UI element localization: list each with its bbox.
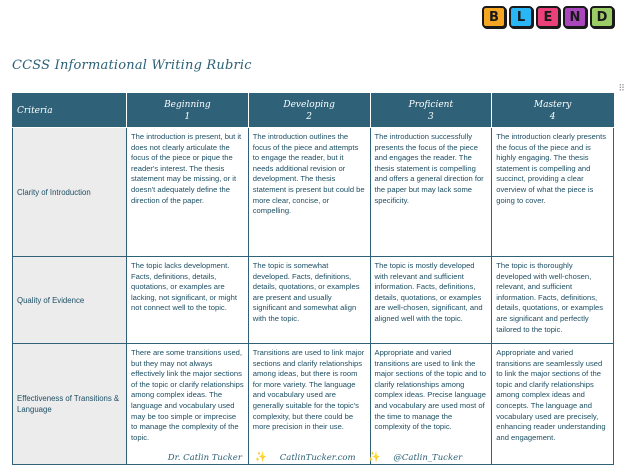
header-level-proficient: Proficient 3 bbox=[370, 94, 492, 128]
rubric-cell[interactable]: The topic is somewhat developed. Facts, definitions, details, quotations, or examples are present and usually significant and somewhat align with the topic. bbox=[248, 257, 370, 344]
rubric-cell[interactable]: The topic is thoroughly developed with well-chosen, relevant, and sufficient information. Facts, definitions, details, quotations, or examples are significant and perfectly tailored to the topic. bbox=[492, 257, 614, 344]
rubric-cell[interactable]: Appropriate and varied transitions are seamlessly used to link the major sections of the topic and clarify relationships among complex ideas and concepts. The language and vocabulary used are precisely, enhancing reader understanding and engagement. bbox=[492, 344, 614, 465]
logo-tile-b: B bbox=[482, 6, 506, 28]
page-title: CCSS Informational Writing Rubric bbox=[12, 58, 252, 73]
criterion-cell: Clarity of Introduction bbox=[13, 128, 127, 257]
logo-tile-l: L bbox=[509, 6, 533, 28]
drag-handle-icon[interactable]: ⠿ bbox=[618, 83, 624, 93]
rubric-cell[interactable]: The introduction outlines the focus of the piece and attempts to engage the reader, but it needs additional revision or development. The thesis statement is present but could be more clear, concise, or compelling. bbox=[248, 128, 370, 257]
logo-tile-d: D bbox=[590, 6, 614, 28]
rubric-cell[interactable]: The introduction successfully presents the focus of the piece and engages the reader. The thesis statement is compelling and offers a general direction for the paper but may lack some specificity. bbox=[370, 128, 492, 257]
rubric-cell[interactable]: The introduction is present, but it does not clearly articulate the focus of the piece or pique the reader's interest. The thesis statement may be missing, or it doesn't adequately define the direction of the paper. bbox=[127, 128, 249, 257]
blend-logo bbox=[482, 6, 614, 28]
rubric-cell[interactable]: There are some transitions used, but they may not always effectively link the major sections of the topic or clarify relationships among complex ideas. The language and vocabulary used may be too simple or imprecise to manage the complexity of the topic. bbox=[127, 344, 249, 465]
header-level-mastery: Mastery 4 bbox=[492, 94, 614, 128]
rubric-cell[interactable]: The introduction clearly presents the focus of the piece and is highly engaging. The thesis statement is compelling and succinct, providing a clear overview of what the piece is going to cover. bbox=[492, 128, 614, 257]
footer-handle-link[interactable]: @Catlin_Tucker bbox=[393, 453, 463, 463]
rubric-cell[interactable]: The topic lacks development. Facts, definitions, details, quotations, or examples are lacking, not significant, or might not connect well to the topic. bbox=[127, 257, 249, 344]
footer-author: Dr. Catlin Tucker bbox=[167, 453, 242, 463]
criterion-cell: Effectiveness of Transitions & Language bbox=[13, 344, 127, 465]
table-row bbox=[13, 257, 614, 344]
sparkle-icon: ✨ bbox=[254, 452, 268, 463]
header-level-developing: Developing 2 bbox=[248, 94, 370, 128]
header-level-beginning: Beginning 1 bbox=[127, 94, 249, 128]
rubric-table bbox=[12, 93, 614, 465]
rubric-cell[interactable]: Appropriate and varied transitions are used to link the major sections of the topic and to clarify relationships among complex ideas. Precise language and vocabulary are used most of the time to manage the complexity of the topic. bbox=[370, 344, 492, 465]
header-criteria: Criteria bbox=[13, 94, 127, 128]
criterion-cell: Quality of Evidence bbox=[13, 257, 127, 344]
sparkle-icon: ✨ bbox=[368, 452, 381, 463]
footer-credits bbox=[0, 452, 630, 463]
rubric-cell[interactable]: Transitions are used to link major sections and clarify relationships among ideas, but there is room for more variety. The language and vocabulary used are generally suitable for the topic's complexity, but there could be more precision in their use. bbox=[248, 344, 370, 465]
header-row bbox=[13, 94, 614, 128]
table-row bbox=[13, 344, 614, 465]
logo-tile-n: N bbox=[563, 6, 587, 28]
rubric-cell[interactable]: The topic is mostly developed with relevant and sufficient information. Facts, definitions, details, quotations, or examples are well-chosen, significant, and aligned well with the topic. bbox=[370, 257, 492, 344]
table-row bbox=[13, 128, 614, 257]
logo-tile-e: E bbox=[536, 6, 560, 28]
footer-site-link[interactable]: CatlinTucker.com bbox=[279, 453, 356, 463]
